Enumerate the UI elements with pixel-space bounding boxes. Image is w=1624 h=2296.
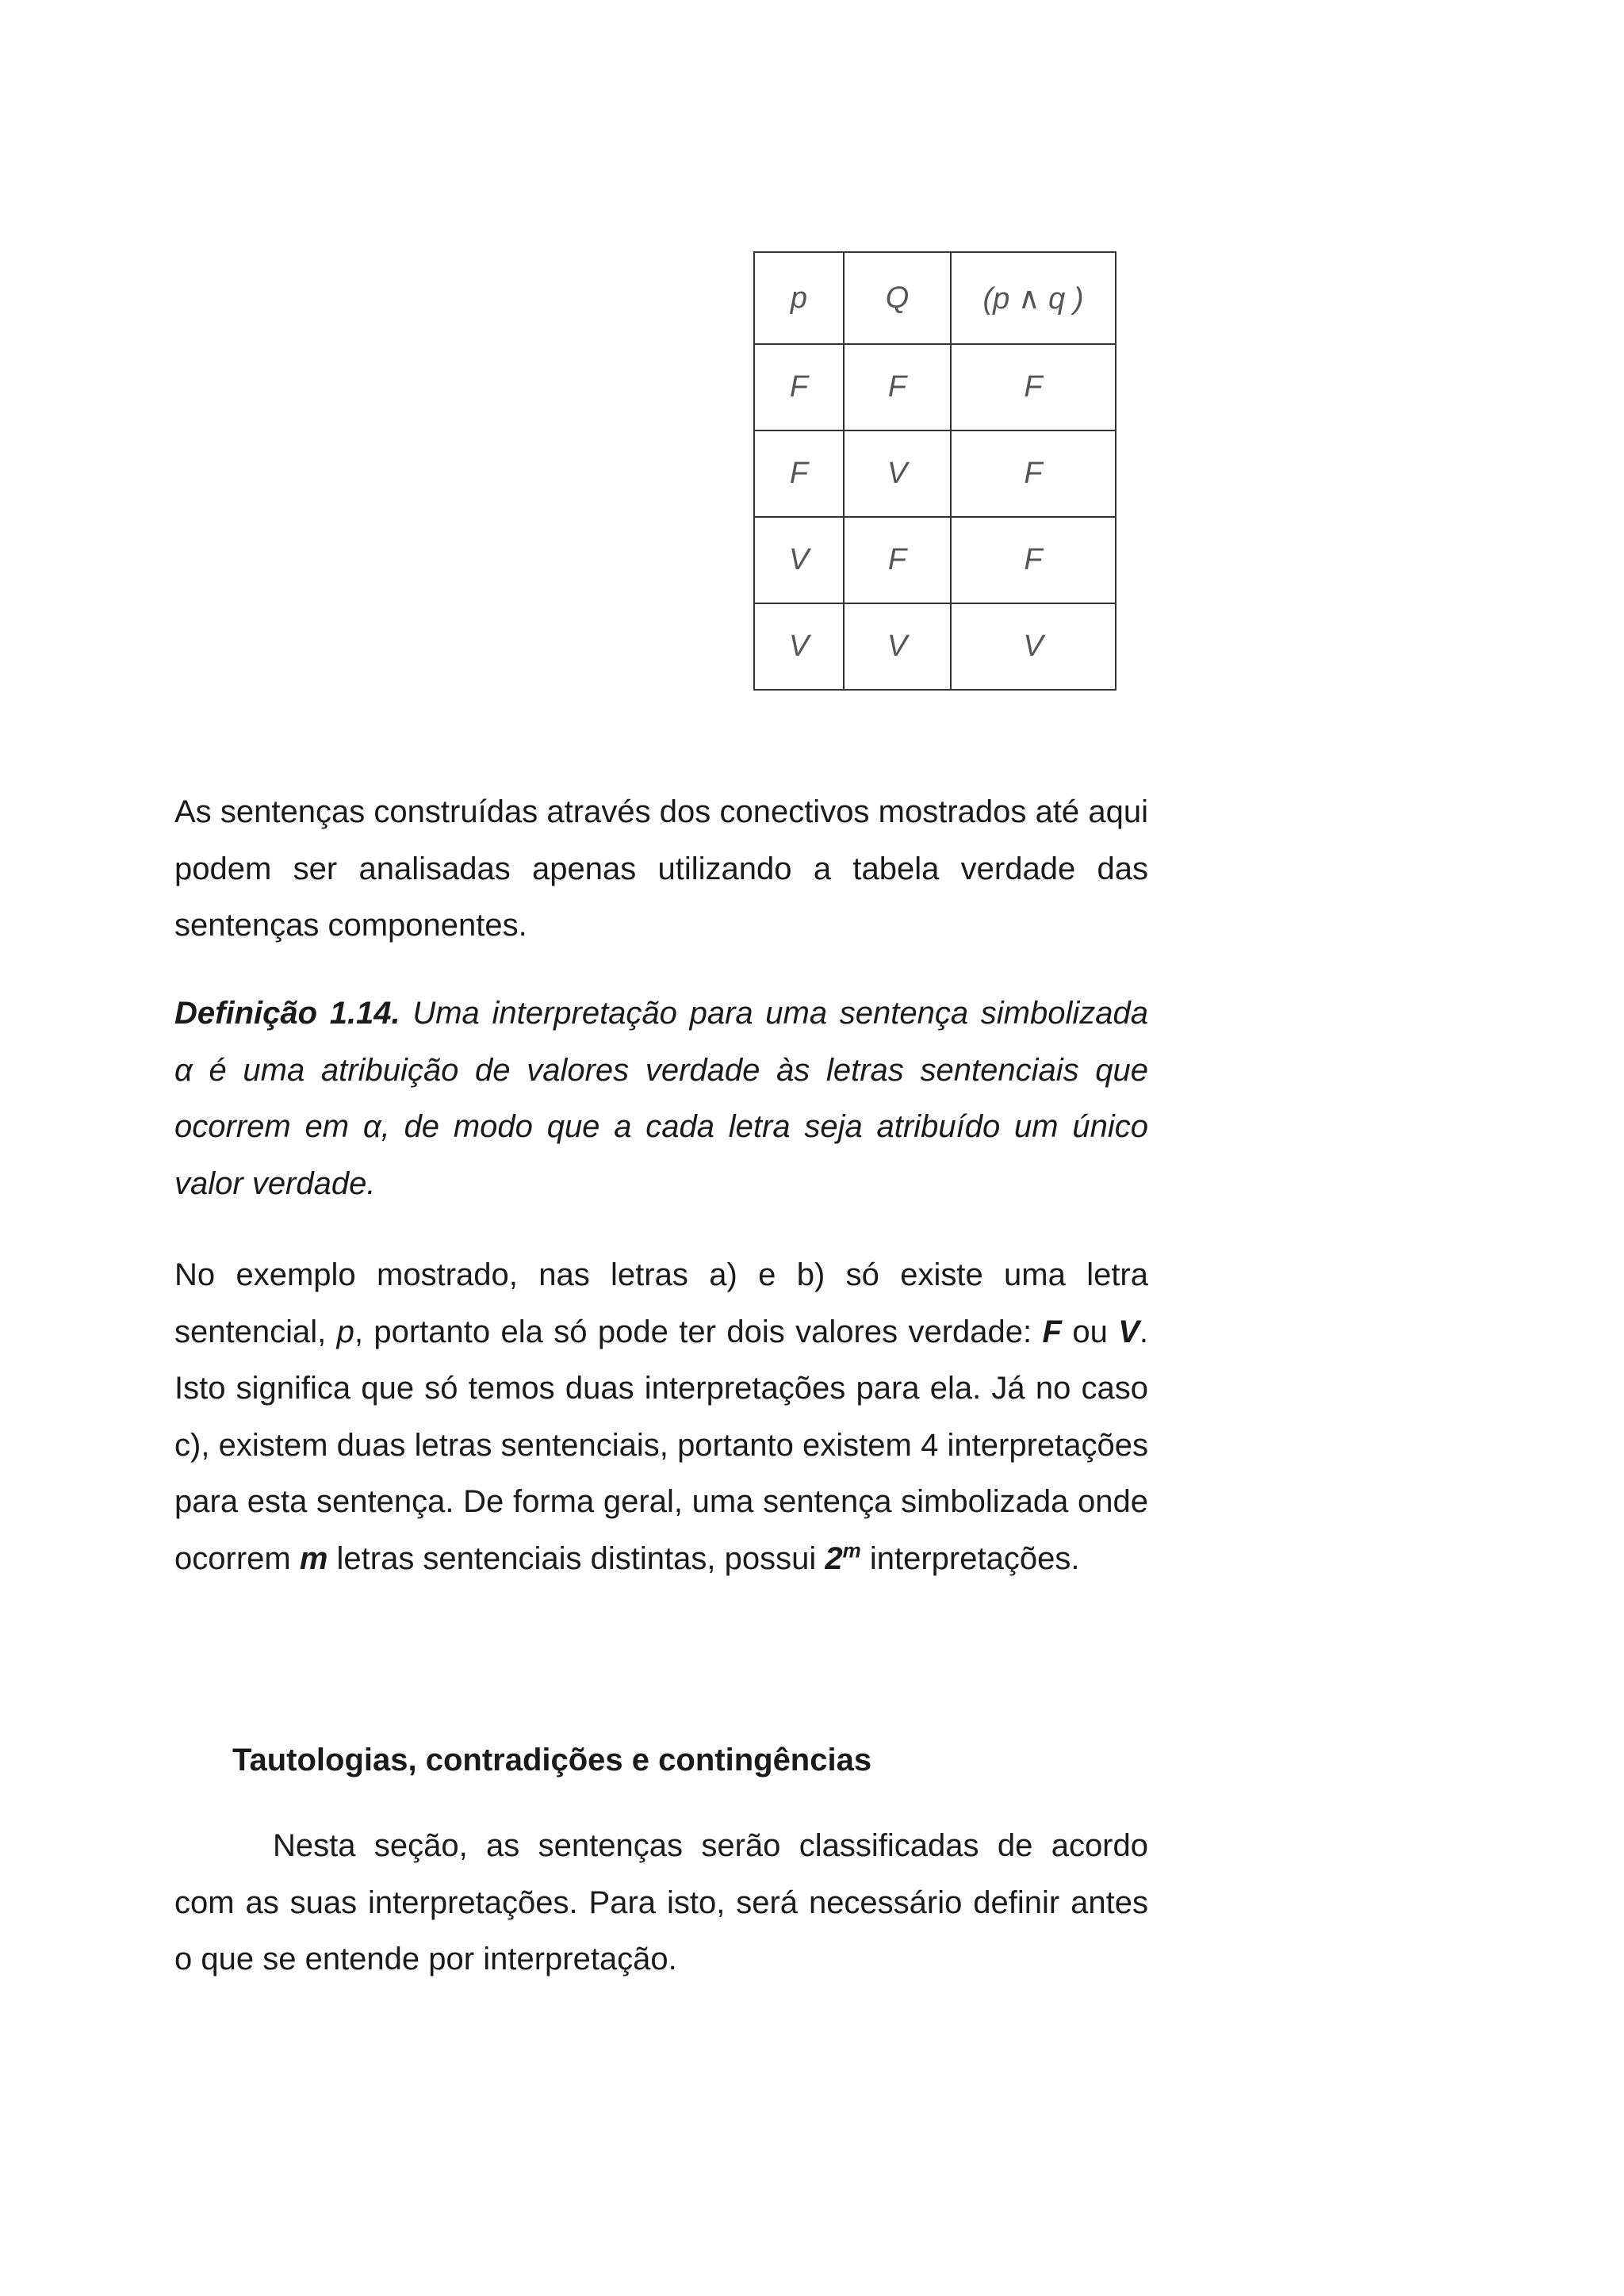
text-run: . Isto significa que só temos duas interpretações para ela. Já no caso c), existem duas letras sentenciais, portanto existem 4 interpretações para esta sentença. De forma geral, uma sentença simbolizada onde ocorrem xyxy=(174,1314,1149,1576)
table-cell: F xyxy=(951,344,1116,430)
value-true: V xyxy=(1118,1314,1139,1349)
value-false: F xyxy=(1042,1314,1062,1349)
table-cell: V xyxy=(951,603,1116,690)
variable-m: m xyxy=(299,1540,328,1576)
header-cell: (p ∧ q ) xyxy=(951,252,1116,344)
paragraph-interpretations xyxy=(174,1247,1148,1587)
table-cell: F xyxy=(951,430,1116,517)
table-cell: F xyxy=(754,430,844,517)
definition-label: Definição 1.14. xyxy=(174,996,400,1031)
definition-text: Uma interpretação para uma sentença simbolizada α é uma atribuição de valores verdade às letras sentenciais que ocorrem em α, de modo que a cada letra seja atribuído um único valor verdade. xyxy=(174,996,1148,1201)
definition-paragraph xyxy=(174,985,1148,1212)
text-run: ou xyxy=(1061,1314,1119,1349)
table-cell: V xyxy=(754,603,844,690)
table-cell: F xyxy=(951,517,1116,603)
text-run: , portanto ela só pode ter dois valores verdade: xyxy=(354,1314,1043,1349)
table-row xyxy=(754,344,1116,430)
table-cell: V xyxy=(754,517,844,603)
table-cell: F xyxy=(844,344,951,430)
header-cell: p xyxy=(754,252,844,344)
table-row xyxy=(754,430,1116,517)
header-cell: Q xyxy=(844,252,951,344)
text-run: interpretações. xyxy=(860,1540,1080,1576)
section-heading: Tautologias, contradições e contingências xyxy=(232,1743,872,1777)
truth-table-header-row xyxy=(754,252,1116,344)
table-cell: V xyxy=(844,603,951,690)
table-row xyxy=(754,603,1116,690)
text-run: No exemplo mostrado, nas letras a) e b) só existe uma letra sentencial, xyxy=(174,1257,1148,1349)
variable-p: p xyxy=(336,1314,354,1349)
table-row xyxy=(754,517,1116,603)
table-cell: V xyxy=(844,430,951,517)
text-run: letras sentenciais distintas, possui xyxy=(327,1540,825,1576)
truth-table xyxy=(753,251,1116,691)
paragraph-section-intro: Nesta seção, as sentenças serão classificadas de acordo com as suas interpretações. Para isto, será necessário definir antes o que se entende por interpretação. xyxy=(174,1828,1148,1976)
paragraph-connectives: As sentenças construídas através dos conectivos mostrados até aqui podem ser analisadas apenas utilizando a tabela verdade das sentenças componentes. xyxy=(174,794,1148,943)
power-base: 2 xyxy=(825,1540,843,1576)
power-exponent: m xyxy=(842,1538,861,1563)
table-cell: F xyxy=(844,517,951,603)
table-cell: F xyxy=(754,344,844,430)
